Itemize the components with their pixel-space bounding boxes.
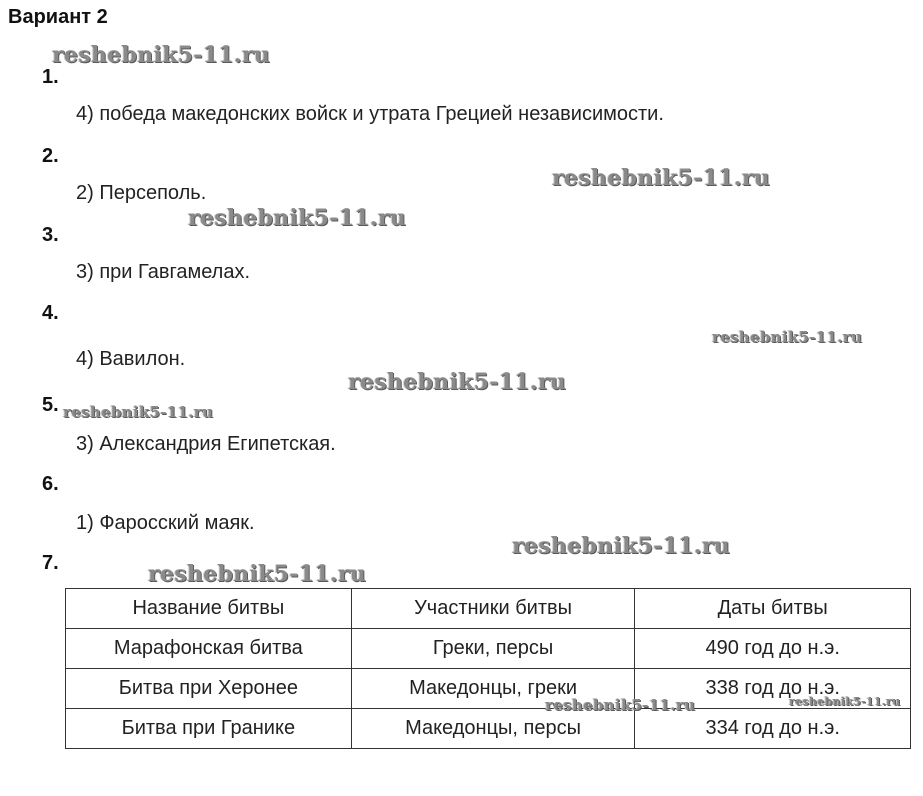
question-number: 5. xyxy=(42,394,59,416)
answer-text: 3) при Гавгамелах. xyxy=(76,261,251,283)
table-cell: 334 год до н.э. xyxy=(635,709,911,749)
table-row xyxy=(66,629,911,669)
table-cell: Македонцы, греки xyxy=(351,669,635,709)
watermark: reshebnik5-11.ru xyxy=(789,695,901,708)
table-cell: Македонцы, персы xyxy=(351,709,635,749)
table-row xyxy=(66,709,911,749)
table-cell: 338 год до н.э. xyxy=(635,669,911,709)
answer-text: 3) Александрия Египетская. xyxy=(76,433,336,455)
watermark: reshebnik5-11.ru xyxy=(545,696,696,714)
table-cell: Битва при Гранике xyxy=(66,709,352,749)
watermark: reshebnik5-11.ru xyxy=(63,403,214,421)
battles-table xyxy=(65,588,911,749)
table-cell: Марафонская битва xyxy=(66,629,352,669)
question-number: 2. xyxy=(42,145,59,167)
table-header-cell: Участники битвы xyxy=(351,589,635,629)
table-row xyxy=(66,669,911,709)
watermark: reshebnik5-11.ru xyxy=(188,205,407,231)
table-header-cell: Название битвы xyxy=(66,589,352,629)
answer-text: 4) победа македонских войск и утрата Грецией независимости. xyxy=(76,103,664,125)
watermark: reshebnik5-11.ru xyxy=(552,165,771,191)
page-title: Вариант 2 xyxy=(8,6,108,28)
answer-text: 1) Фаросский маяк. xyxy=(76,512,255,534)
question-number: 6. xyxy=(42,473,59,495)
table-cell: 490 год до н.э. xyxy=(635,629,911,669)
watermark: reshebnik5-11.ru xyxy=(52,42,271,68)
answer-text: 2) Персеполь. xyxy=(76,182,207,204)
answer-text: 4) Вавилон. xyxy=(76,348,186,370)
table-header-cell: Даты битвы xyxy=(635,589,911,629)
watermark: reshebnik5-11.ru xyxy=(512,533,731,559)
table-cell: Битва при Херонее xyxy=(66,669,352,709)
table-cell: Греки, персы xyxy=(351,629,635,669)
question-number: 4. xyxy=(42,302,59,324)
question-number: 1. xyxy=(42,66,59,88)
question-number: 3. xyxy=(42,224,59,246)
watermark: reshebnik5-11.ru xyxy=(148,561,367,587)
watermark: reshebnik5-11.ru xyxy=(712,328,863,346)
watermark: reshebnik5-11.ru xyxy=(348,369,567,395)
table-header-row xyxy=(66,589,911,629)
question-number: 7. xyxy=(42,552,59,574)
